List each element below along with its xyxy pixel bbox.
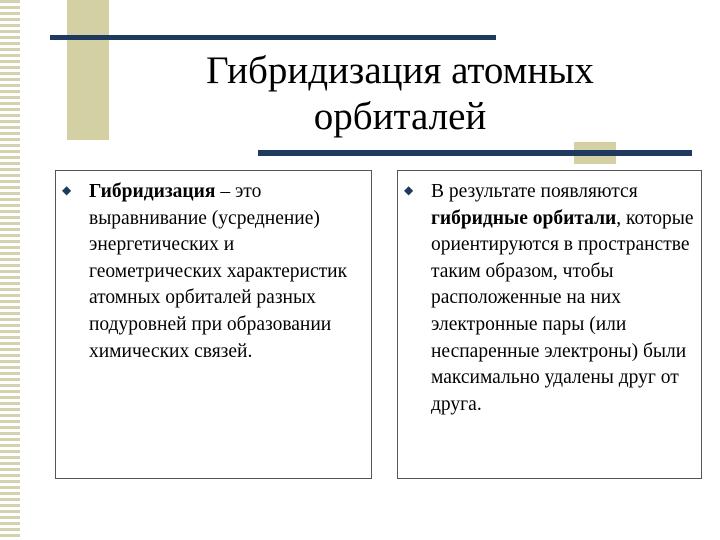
right-panel [397, 170, 702, 479]
left-stripe-decoration [0, 0, 20, 540]
top-olive-block [67, 0, 109, 140]
left-definition: – это выравнивание (усреднение) энергетических и геометрических характеристик атомных орбиталей разных подуровней при образовании химических связей. [89, 181, 348, 362]
bottom-navy-bar [258, 150, 692, 156]
title-line-1: Гибридизация атомных [206, 49, 594, 92]
slide-title [140, 48, 660, 140]
title-line-2: орбиталей [313, 95, 487, 138]
right-term: гибридные орбитали [431, 207, 617, 229]
left-panel [55, 170, 372, 479]
left-bullet-icon: ◆ [62, 183, 72, 197]
right-text-before: В результате появляются [431, 181, 638, 202]
right-bullet-icon: ◆ [404, 183, 414, 197]
right-panel-text [431, 179, 695, 418]
left-term: Гибридизация [89, 181, 216, 202]
right-text-after: , которые ориентируются в пространстве таким образом, чтобы расположенные на них электронные пары (или неспаренные электроны) были максимально удалены друг от друга. [431, 207, 694, 415]
left-panel-text [89, 179, 365, 365]
top-navy-bar [50, 35, 496, 40]
